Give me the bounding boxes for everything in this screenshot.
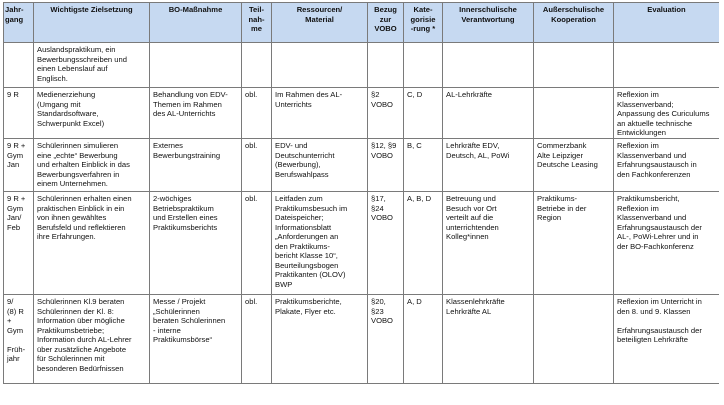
- header-evaluation: Evaluation: [614, 3, 720, 43]
- cell-kategorie: [404, 43, 443, 88]
- cell-jahrgang: 9 R: [4, 88, 34, 139]
- cell-massnahme: Behandlung von EDV- Themen im Rahmen des AL-Unterrichts: [150, 88, 242, 139]
- cell-zielsetzung: Schülerinnen Kl.9 beraten Schülerinnen der Kl. 8: Information über mögliche Praktikumsbetriebe; Information durch AL-Lehrer über zusätzliche Angebote für Schülerinnen mit besonderen Bedürfnissen: [34, 295, 150, 384]
- cell-ressourcen: Praktikumsberichte, Plakate, Flyer etc.: [272, 295, 368, 384]
- cell-ressourcen: Leitfaden zum Praktikumsbesuch im Dateispeicher; Informationsblatt „Anforderungen an den Praktikums- bericht Klasse 10“, Beurteilungsbogen Praktikanten (OLOV) BWP: [272, 192, 368, 295]
- bo-measures-table: [3, 2, 719, 384]
- cell-extern: [534, 43, 614, 88]
- cell-evaluation: Praktikumsbericht, Reflexion im Klassenverband und Erfahrungsaustausch der AL-, PoWi-Lehrer und in der BO-Fachkonferenz: [614, 192, 720, 295]
- cell-jahrgang: 9/ (8) R + Gym Früh- jahr: [4, 295, 34, 384]
- cell-extern: [534, 88, 614, 139]
- cell-teilnahme: obl.: [242, 88, 272, 139]
- cell-jahrgang: 9 R + Gym Jan: [4, 139, 34, 192]
- cell-vobo: [368, 43, 404, 88]
- cell-jahrgang: 9 R + Gym Jan/ Feb: [4, 192, 34, 295]
- cell-kategorie: A, D: [404, 295, 443, 384]
- table-row: [4, 88, 720, 139]
- cell-massnahme: Messe / Projekt „Schülerinnen beraten Schülerinnen - interne Praktikumsbörse“: [150, 295, 242, 384]
- cell-vobo: §12, §9 VOBO: [368, 139, 404, 192]
- header-jahrgang: Jahr- gang: [4, 3, 34, 43]
- cell-massnahme: 2-wöchiges Betriebspraktikum und Erstellen eines Praktikumsberichts: [150, 192, 242, 295]
- cell-vobo: §20, §23 VOBO: [368, 295, 404, 384]
- header-kategorisierung: Kate- gorisie -rung *: [404, 3, 443, 43]
- table-row: [4, 43, 720, 88]
- cell-evaluation: [614, 43, 720, 88]
- header-ausserschulisch: Außerschulische Kooperation: [534, 3, 614, 43]
- cell-evaluation: Reflexion im Klassenverband und Erfahrungsaustausch in den Fachkonferenzen: [614, 139, 720, 192]
- header-teilnahme: Teil- nah- me: [242, 3, 272, 43]
- cell-extern: Praktikums- Betriebe in der Region: [534, 192, 614, 295]
- cell-intern: Lehrkräfte EDV, Deutsch, AL, PoWi: [443, 139, 534, 192]
- cell-zielsetzung: Medienerziehung (Umgang mit Standardsoftware, Schwerpunkt Excel): [34, 88, 150, 139]
- header-zielsetzung: Wichtigste Zielsetzung: [34, 3, 150, 43]
- cell-massnahme: [150, 43, 242, 88]
- header-massnahme: BO-Maßnahme: [150, 3, 242, 43]
- cell-intern: Klassenlehrkräfte Lehrkräfte AL: [443, 295, 534, 384]
- cell-jahrgang: [4, 43, 34, 88]
- cell-kategorie: C, D: [404, 88, 443, 139]
- cell-intern: [443, 43, 534, 88]
- header-vobo: Bezug zur VOBO: [368, 3, 404, 43]
- cell-zielsetzung: Schülerinnen simulieren eine „echte“ Bewerbung und erhalten Einblick in das Bewerbungsverfahren in einem Unternehmen.: [34, 139, 150, 192]
- cell-teilnahme: obl.: [242, 192, 272, 295]
- header-ressourcen: Ressourcen/ Material: [272, 3, 368, 43]
- header-row: [4, 3, 720, 43]
- table-row: [4, 192, 720, 295]
- cell-evaluation: Reflexion im Unterricht in den 8. und 9. Klassen Erfahrungsaustausch der beteiligten Lehrkräfte: [614, 295, 720, 384]
- cell-kategorie: A, B, D: [404, 192, 443, 295]
- cell-ressourcen: [272, 43, 368, 88]
- cell-ressourcen: Im Rahmen des AL- Unterrichts: [272, 88, 368, 139]
- cell-teilnahme: [242, 43, 272, 88]
- cell-vobo: §17, §24 VOBO: [368, 192, 404, 295]
- cell-massnahme: Externes Bewerbungstraining: [150, 139, 242, 192]
- cell-vobo: §2 VOBO: [368, 88, 404, 139]
- cell-ressourcen: EDV- und Deutschunterricht (Bewerbung), Berufswahlpass: [272, 139, 368, 192]
- cell-extern: Commerzbank Alte Leipziger Deutsche Leasing: [534, 139, 614, 192]
- cell-teilnahme: obl.: [242, 139, 272, 192]
- document-page: [3, 2, 719, 403]
- table-row: [4, 139, 720, 192]
- cell-teilnahme: obl.: [242, 295, 272, 384]
- header-innerschulisch: Innerschulische Verantwortung: [443, 3, 534, 43]
- cell-zielsetzung: Schülerinnen erhalten einen praktischen Einblick in ein von ihnen gewähltes Berufsfeld und reflektieren ihre Erfahrungen.: [34, 192, 150, 295]
- cell-intern: AL-Lehrkräfte: [443, 88, 534, 139]
- cell-intern: Betreuung und Besuch vor Ort verteilt auf die unterrichtenden Kolleg*innen: [443, 192, 534, 295]
- cell-extern: [534, 295, 614, 384]
- cell-evaluation: Reflexion im Klassenverband; Anpassung des Curiculums an aktuelle technische Entwicklungen: [614, 88, 720, 139]
- cell-kategorie: B, C: [404, 139, 443, 192]
- table-row: [4, 295, 720, 384]
- cell-zielsetzung: Auslandspraktikum, ein Bewerbungsschreiben und einen Lebenslauf auf Englisch.: [34, 43, 150, 88]
